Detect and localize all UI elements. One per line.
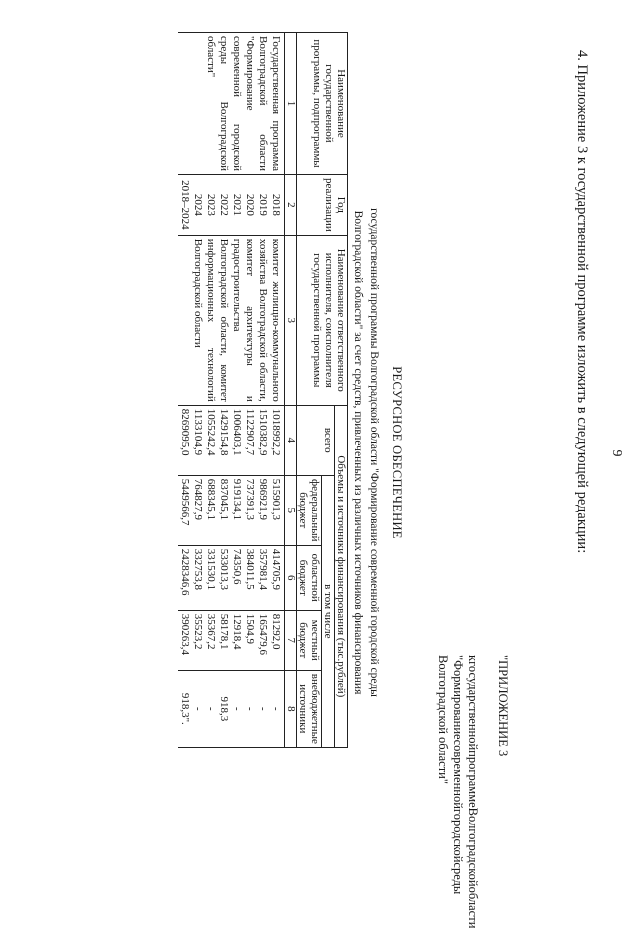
federal-column — [178, 475, 285, 545]
local-cell: 81292,0 — [270, 613, 282, 650]
federal-cell: 986921,9 — [257, 478, 269, 520]
appendix-line-2: "Формирование современной городской среды — [451, 655, 465, 895]
intro-text: 4. Приложение 3 к государственной программе изложить в следующей редакции: — [574, 50, 590, 554]
header-name: Наименование государственной программы, подпрограммы — [297, 33, 348, 175]
program-name-cell: Государственная программа Волгоградской области "Формирование современной городской среды Волгоградской области" — [178, 33, 285, 175]
header-executor: Наименование ответственного исполнителя, соисполнителя государственной программы — [297, 235, 348, 405]
regional-cell: 414705,9 — [270, 548, 282, 590]
local-cell: 390263,4 — [179, 613, 191, 655]
header-total: всего — [297, 405, 335, 475]
offbudget-cell: - — [244, 706, 256, 711]
column-number: 8 — [285, 670, 297, 747]
year-cell: 2018 — [270, 193, 282, 216]
year-column — [178, 175, 285, 236]
header-offbudget: внебюджетные источники — [297, 670, 322, 747]
local-cell: 1504,9 — [244, 613, 256, 644]
column-number: 7 — [285, 610, 297, 670]
offbudget-cell: 918,3". — [179, 692, 191, 725]
total-cell: 1510382,9 — [257, 408, 269, 456]
federal-cell: 688345,1 — [205, 478, 217, 520]
header-including: в том числе — [322, 475, 335, 747]
regional-cell: 384011,5 — [244, 548, 256, 590]
column-number: 6 — [285, 545, 297, 610]
local-cell: 35523,2 — [192, 613, 204, 650]
total-cell: 1122907,7 — [244, 408, 256, 456]
local-cell: 165479,6 — [257, 613, 269, 655]
header-local: местный бюджет — [297, 610, 322, 670]
federal-cell: 515901,3 — [270, 478, 282, 520]
appendix-line-3: Волгоградской области" — [436, 655, 450, 784]
appendix-line-1: к государственной программе Волгоградской области — [466, 655, 480, 928]
regional-cell: 74350,6 — [231, 548, 243, 585]
year-cell: 2019 — [257, 193, 269, 216]
federal-cell: 737391,3 — [244, 478, 256, 520]
federal-cell: 5449566,7 — [179, 478, 191, 526]
year-cell: 2024 — [192, 193, 204, 216]
local-cell: 58178,1 — [218, 613, 230, 650]
federal-cell: 764827,9 — [192, 478, 204, 520]
total-cell: 1133104,9 — [192, 408, 204, 456]
appendix-reference — [435, 655, 480, 928]
regional-cell: 357981,4 — [257, 548, 269, 590]
header-federal: федеральный бюджет — [297, 475, 322, 545]
local-cell: 35367,2 — [205, 613, 217, 650]
regional-cell: 2428346,6 — [179, 548, 191, 596]
offbudget-cell: - — [270, 706, 282, 711]
subheading-line-1: государственной программы Волгоградской области "Формирование современной городской среды — [368, 208, 380, 697]
total-column — [178, 405, 285, 475]
total-cell: 1429154,8 — [218, 408, 230, 456]
year-cell: 2022 — [218, 193, 230, 216]
page-number: 9 — [609, 449, 624, 457]
local-cell: 12918,4 — [231, 613, 243, 650]
regional-cell: 331530,1 — [205, 548, 217, 590]
resource-table — [178, 32, 348, 748]
total-cell: 1006403,1 — [231, 408, 243, 456]
regional-cell: 332753,8 — [192, 548, 204, 590]
total-cell: 1018992,2 — [270, 408, 282, 456]
local-column — [178, 610, 285, 670]
year-cell: 2021 — [231, 193, 243, 216]
column-number: 4 — [285, 405, 297, 475]
column-number: 1 — [285, 33, 297, 175]
subheading-line-2: Волгоградской области" за счет средств, привлеченных из различных источников финансирования — [352, 210, 364, 695]
regional-cell: 533013,3 — [218, 548, 230, 590]
federal-cell: 919134,1 — [231, 478, 243, 520]
column-number: 3 — [285, 235, 297, 405]
document-heading: РЕСУРСНОЕ ОБЕСПЕЧЕНИЕ — [390, 366, 404, 539]
offbudget-cell: - — [205, 706, 217, 711]
header-volumes: Объемы и источники финансирования (тыс.рублей) — [335, 405, 348, 747]
offbudget-cell: - — [257, 706, 269, 711]
offbudget-cell: - — [192, 706, 204, 711]
year-cell: 2023 — [205, 193, 217, 216]
column-number: 2 — [285, 175, 297, 236]
total-cell: 1055242,4 — [205, 408, 217, 456]
header-regional: областной бюджет — [297, 545, 322, 610]
appendix-title: "ПРИЛОЖЕНИЕ 3 — [496, 655, 510, 757]
year-cell: 2020 — [244, 193, 256, 216]
total-cell: 8269095,0 — [179, 408, 191, 456]
header-year: Год реализации — [297, 175, 348, 236]
offbudget-column — [178, 670, 285, 747]
offbudget-cell: 918,3 — [218, 696, 230, 722]
year-cell: 2018–2024 — [179, 180, 191, 230]
regional-column — [178, 545, 285, 610]
offbudget-cell: - — [231, 706, 243, 711]
executor-cell: комитет жилищно-коммунального хозяйства Волгоградской области, комитет архитектуры и градостроительства Волгоградской области, комитет информационных технологий Волгоградской области — [178, 235, 285, 405]
column-number: 5 — [285, 475, 297, 545]
federal-cell: 837045,1 — [218, 478, 230, 520]
